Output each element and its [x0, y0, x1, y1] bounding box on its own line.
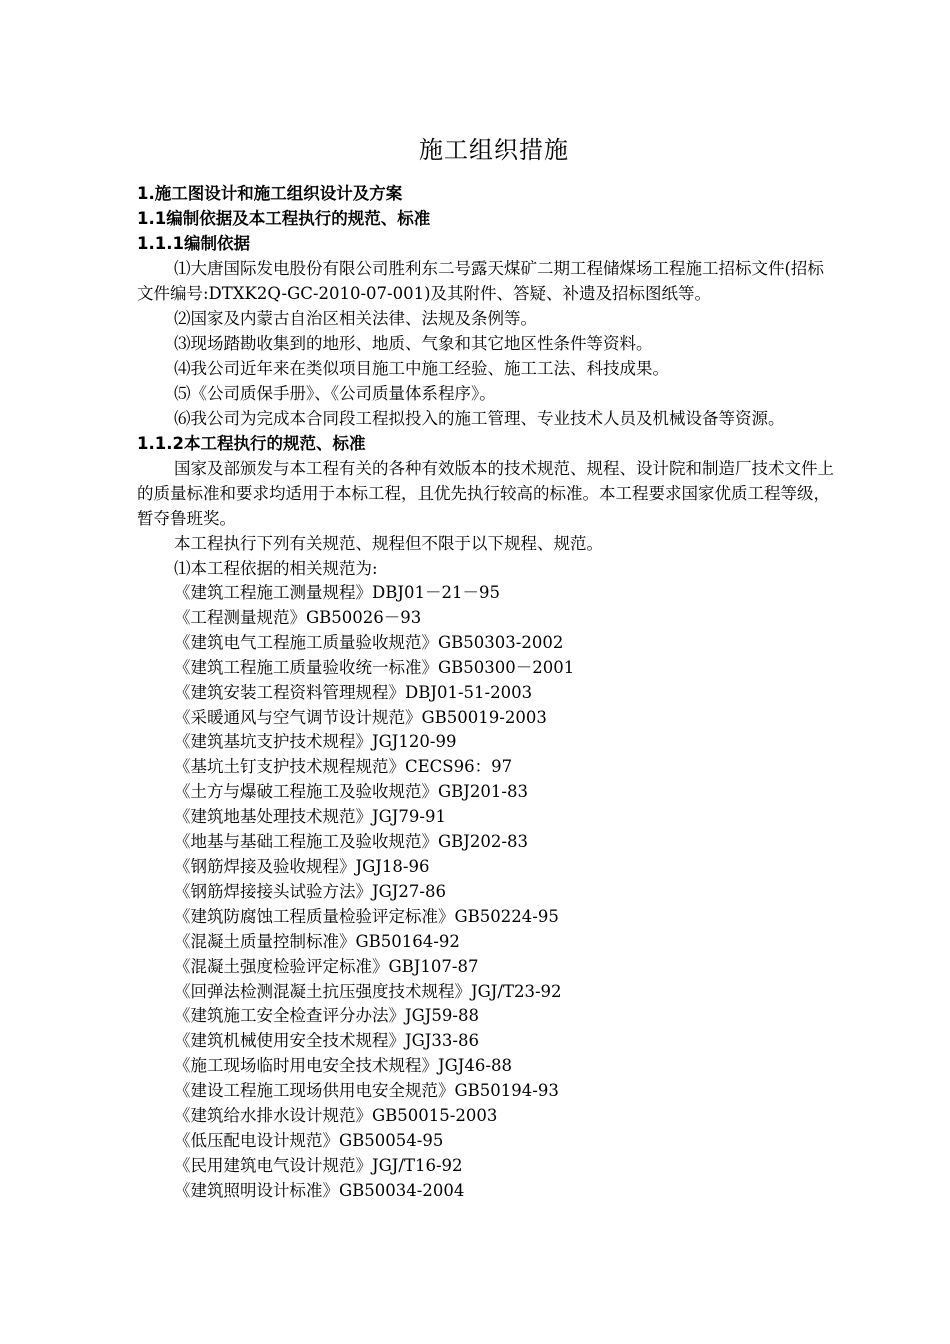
standard-item: 《建设工程施工现场供用电安全规范》GB50194-93: [174, 1081, 559, 1101]
standard-item: 《建筑照明设计标准》GB50034-2004: [174, 1180, 465, 1200]
standard-item: 《施工现场临时用电安全技术规程》JGJ46-88: [174, 1056, 512, 1076]
basis-item: ⑹我公司为完成本合同段工程拟投入的施工管理、专业技术人员及机械设备等资源。: [174, 409, 785, 428]
standard-item: 《土方与爆破工程施工及验收规范》GBJ201-83: [174, 782, 528, 802]
basis-item: ⑶现场踏勘收集到的地形、地质、气象和其它地区性条件等资料。: [174, 334, 653, 353]
basis-item: ⑸《公司质保手册》、《公司质量体系程序》。: [174, 384, 496, 403]
standard-item: 《工程测量规范》GB50026－93: [174, 607, 422, 627]
standard-item: 《建筑电气工程施工质量验收规范》GB50303-2002: [174, 632, 564, 652]
standard-item: 《混凝土质量控制标准》GB50164-92: [174, 931, 460, 951]
standard-item: 《民用建筑电气设计规范》JGJ/T16-92: [174, 1155, 463, 1175]
standard-item: 《建筑工程施工质量验收统一标准》GB50300－2001: [174, 657, 575, 677]
standards-list: [137, 581, 837, 1204]
standard-item: 《基坑土钉支护技术规程规范》CECS96：97: [174, 757, 513, 777]
document-title: 施工组织措施: [419, 136, 569, 164]
standard-item: 《建筑机械使用安全技术规程》JGJ33-86: [174, 1031, 479, 1051]
paragraph: 本工程执行下列有关规范、规程但不限于以下规程、规范。: [174, 534, 603, 553]
heading-1: 1.施工图设计和施工组织设计及方案: [137, 184, 403, 203]
heading-1-1-1: 1.1.1编制依据: [137, 234, 250, 253]
standard-item: 《建筑安装工程资料管理规程》DBJ01-51-2003: [174, 682, 533, 702]
standard-item: 《建筑施工安全检查评分办法》JGJ59-88: [174, 1006, 479, 1026]
standard-item: 《建筑防腐蚀工程质量检验评定标准》GB50224-95: [174, 906, 559, 926]
heading-1-1: 1.1编制依据及本工程执行的规范、标准: [137, 209, 431, 228]
heading-1-1-2: 1.1.2本工程执行的规范、标准: [137, 434, 366, 453]
standard-item: 《地基与基础工程施工及验收规范》GBJ202-83: [174, 832, 528, 852]
standard-item: 《低压配电设计规范》GB50054-95: [174, 1130, 444, 1150]
standard-item: 《建筑地基处理技术规范》JGJ79-91: [174, 807, 446, 827]
basis-item: ⑷我公司近年来在类似项目施工中施工经验、施工工法、科技成果。: [174, 359, 669, 378]
standard-item: 《钢筋焊接接头试验方法》JGJ27-86: [174, 881, 446, 901]
standard-item: 《混凝土强度检验评定标准》GBJ107-87: [174, 956, 479, 976]
standard-item: 《建筑工程施工测量规程》DBJ01－21－95: [174, 583, 500, 602]
basis-item: ⑵国家及内蒙古自治区相关法律、法规及条例等。: [174, 309, 537, 328]
standard-item: 《建筑给水排水设计规范》GB50015-2003: [174, 1106, 498, 1126]
standard-item: 《回弹法检测混凝土抗压强度技术规程》JGJ/T23-92: [174, 981, 562, 1001]
standard-item: 《钢筋焊接及验收规程》JGJ18-96: [174, 856, 430, 876]
paragraph: 国家及部颁发与本工程有关的各种有效版本的技术规范、规程、设计院和制造厂技术文件上的质量标准和要求均适用于本标工程，且优先执行较高的标准。本工程要求国家优质工程等级，暂夺鲁班奖。: [137, 459, 834, 528]
basis-item: ⑴大唐国际发电股份有限公司胜利东二号露天煤矿二期工程储煤场工程施工招标文件(招标文件编号:DTXK2Q-GC-2010-07-001)及其附件、答疑、补遗及招标图纸等。: [137, 259, 824, 303]
paragraph: ⑴本工程依据的相关规范为:: [174, 559, 378, 578]
standard-item: 《采暖通风与空气调节设计规范》GB50019-2003: [174, 707, 547, 727]
document-content: [137, 130, 837, 1204]
standard-item: 《建筑基坑支护技术规程》JGJ120-99: [174, 732, 457, 752]
